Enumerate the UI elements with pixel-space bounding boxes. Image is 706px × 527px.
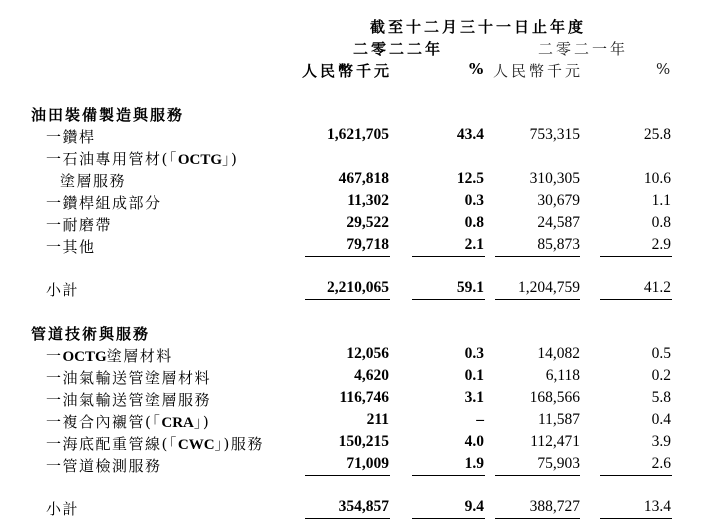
value-2021: 168,566: [529, 389, 580, 406]
pct-2022: 0.3: [464, 345, 484, 362]
row-label: 一石油專用管材(「OCTG」): [46, 150, 239, 168]
value-2022: 467,818: [338, 170, 389, 187]
value-2022: 1,621,705: [327, 126, 389, 143]
pct-2021: 1.1: [651, 192, 671, 209]
column-rule: [305, 475, 390, 476]
value-2022: 116,746: [339, 389, 389, 406]
value-2021: 310,305: [529, 170, 580, 187]
subtotal-label: 小計: [46, 500, 80, 518]
pct-2022: 1.9: [464, 455, 484, 472]
subtotal-value-2021: 388,727: [529, 498, 580, 515]
value-2021: 6,118: [545, 367, 580, 384]
value-2021: 30,679: [537, 192, 580, 209]
row-label-line2: 塗層服務: [60, 172, 127, 190]
subtotal-rule: [495, 518, 580, 519]
value-2021: 14,082: [537, 345, 580, 362]
year-current-heading: 二零二二年: [353, 40, 444, 58]
subtotal-rule: [412, 518, 485, 519]
row-label: 一複合內襯管(「CRA」): [46, 413, 211, 431]
value-2021: 85,873: [537, 236, 580, 253]
column-rule: [600, 475, 672, 476]
subtotal-value-2021: 1,204,759: [518, 279, 580, 296]
pct-2022: 0.3: [464, 192, 484, 209]
subtotal-pct-2022: 9.4: [464, 498, 484, 515]
pct-2022: 3.1: [464, 389, 484, 406]
value-2021: 75,903: [537, 455, 580, 472]
pct-2021: 10.6: [643, 170, 671, 187]
pct-2022: 0.1: [464, 367, 484, 384]
row-label: 一其他: [46, 238, 96, 256]
pct-2021: 2.9: [651, 236, 671, 253]
column-rule: [600, 256, 672, 257]
section-title-pipeline: 管道技術與服務: [31, 325, 151, 343]
value-2021: 112,471: [530, 433, 580, 450]
value-2022: 79,718: [346, 236, 389, 253]
section-title-oilfield: 油田裝備製造與服務: [31, 106, 185, 124]
subtotal-rule: [412, 299, 485, 300]
pct-2021: 5.8: [651, 389, 671, 406]
subtotal-pct-2021: 13.4: [643, 498, 671, 515]
subtotal-value-2022: 2,210,065: [327, 279, 389, 296]
column-rule: [412, 475, 485, 476]
year-prior-heading: 二零二一年: [538, 40, 629, 58]
row-label: 一鑽桿: [46, 128, 96, 146]
pct-2021: 0.4: [651, 411, 671, 428]
subtotal-rule: [495, 299, 580, 300]
row-label: 一海底配重管線(「CWC」)服務: [46, 435, 264, 453]
pct-2022: 2.1: [464, 236, 484, 253]
subtotal-rule: [305, 518, 390, 519]
value-2022: 12,056: [346, 345, 389, 362]
subtotal-value-2022: 354,857: [338, 498, 389, 515]
pct-2021: 0.2: [651, 367, 671, 384]
unit-prior-heading: 人民幣千元: [493, 62, 584, 80]
period-heading: 截至十二月三十一日止年度: [370, 18, 587, 36]
value-2022: 211: [366, 411, 389, 428]
pct-2022: 43.4: [456, 126, 484, 143]
row-label: 一管道檢測服務: [46, 457, 162, 475]
pct-2022: 12.5: [456, 170, 484, 187]
pct-2021: 0.5: [651, 345, 671, 362]
pct-prior-heading: %: [656, 60, 674, 78]
row-label: 一耐磨帶: [46, 216, 113, 234]
row-label: 一OCTG塗層材料: [46, 347, 173, 365]
pct-current-heading: %: [469, 60, 487, 78]
column-rule: [305, 256, 390, 257]
column-rule: [412, 256, 485, 257]
value-2021: 753,315: [529, 126, 580, 143]
column-rule: [495, 475, 580, 476]
row-label: 一鑽桿組成部分: [46, 194, 162, 212]
pct-2021: 3.9: [651, 433, 671, 450]
value-2022: 11,302: [347, 192, 389, 209]
pct-2021: 2.6: [651, 455, 671, 472]
unit-current-heading: 人民幣千元: [302, 62, 393, 80]
subtotal-pct-2022: 59.1: [456, 279, 484, 296]
row-label: 一油氣輸送管塗層材料: [46, 369, 212, 387]
value-2022: 150,215: [338, 433, 389, 450]
value-2022: 29,522: [346, 214, 389, 231]
pct-2022: 4.0: [464, 433, 484, 450]
pct-2021: 0.8: [651, 214, 671, 231]
subtotal-rule: [305, 299, 390, 300]
value-2022: 71,009: [346, 455, 389, 472]
value-2022: 4,620: [354, 367, 389, 384]
row-label: 一油氣輸送管塗層服務: [46, 391, 212, 409]
subtotal-label: 小計: [46, 281, 80, 299]
value-2021: 24,587: [537, 214, 580, 231]
pct-2022: –: [476, 411, 484, 428]
column-rule: [495, 256, 580, 257]
subtotal-rule: [600, 518, 672, 519]
value-2021: 11,587: [537, 411, 580, 428]
pct-2022: 0.8: [464, 214, 484, 231]
subtotal-rule: [600, 299, 672, 300]
subtotal-pct-2021: 41.2: [643, 279, 671, 296]
pct-2021: 25.8: [643, 126, 671, 143]
